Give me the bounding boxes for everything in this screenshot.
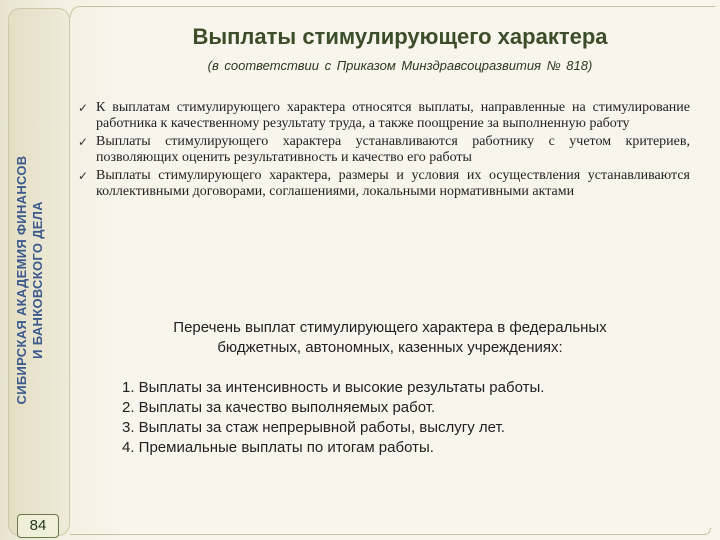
frame-bottom-border [70, 528, 711, 535]
page-subtitle: (в соответствии с Приказом Минздравсоцразвития № 818) [207, 58, 593, 73]
page-number: 84 [17, 514, 59, 538]
list-item: 4. Премиальные выплаты по итогам работы. [122, 439, 434, 456]
bullet-text: Выплаты стимулирующего характера устанавливаются работнику с учетом критериев, позволяющих оценить результативность и качество его работы [96, 134, 690, 165]
bullet-item [78, 100, 690, 132]
page-title: Выплаты стимулирующего характера [192, 24, 608, 49]
list-heading-line-2: бюджетных, автономных, казенных учреждениях: [217, 339, 563, 356]
bullet-text: Выплаты стимулирующего характера, размеры и условия их осуществления устанавливаются коллективными договорами, соглашениями, локальными нормативными актами [96, 168, 690, 199]
checkmark-icon: ✓ [78, 101, 89, 115]
organization-line-1: СИБИРСКАЯ АКАДЕМИЯ ФИНАНСОВ [14, 155, 29, 405]
list-item: 2. Выплаты за качество выполняемых работ. [122, 399, 436, 416]
checkmark-icon: ✓ [78, 169, 89, 183]
list-item: 3. Выплаты за стаж непрерывной работы, выслугу лет. [122, 419, 505, 436]
checkmark-icon: ✓ [78, 135, 89, 149]
list-heading [110, 318, 670, 358]
bullet-list [78, 100, 690, 202]
numbered-list [122, 378, 682, 458]
list-heading-line-1: Перечень выплат стимулирующего характера в федеральных [173, 319, 607, 336]
frame-top-border [70, 6, 715, 17]
bullet-item [78, 134, 690, 166]
organization-line-2: И БАНКОВСКОГО ДЕЛА [30, 201, 45, 359]
organization-name [14, 100, 64, 460]
list-item: 1. Выплаты за интенсивность и высокие результаты работы. [122, 379, 545, 396]
bullet-text: К выплатам стимулирующего характера относятся выплаты, направленные на стимулирование работника к качественному результату труда, а также поощрение за выполненную работу [96, 100, 690, 131]
bullet-item [78, 168, 690, 200]
